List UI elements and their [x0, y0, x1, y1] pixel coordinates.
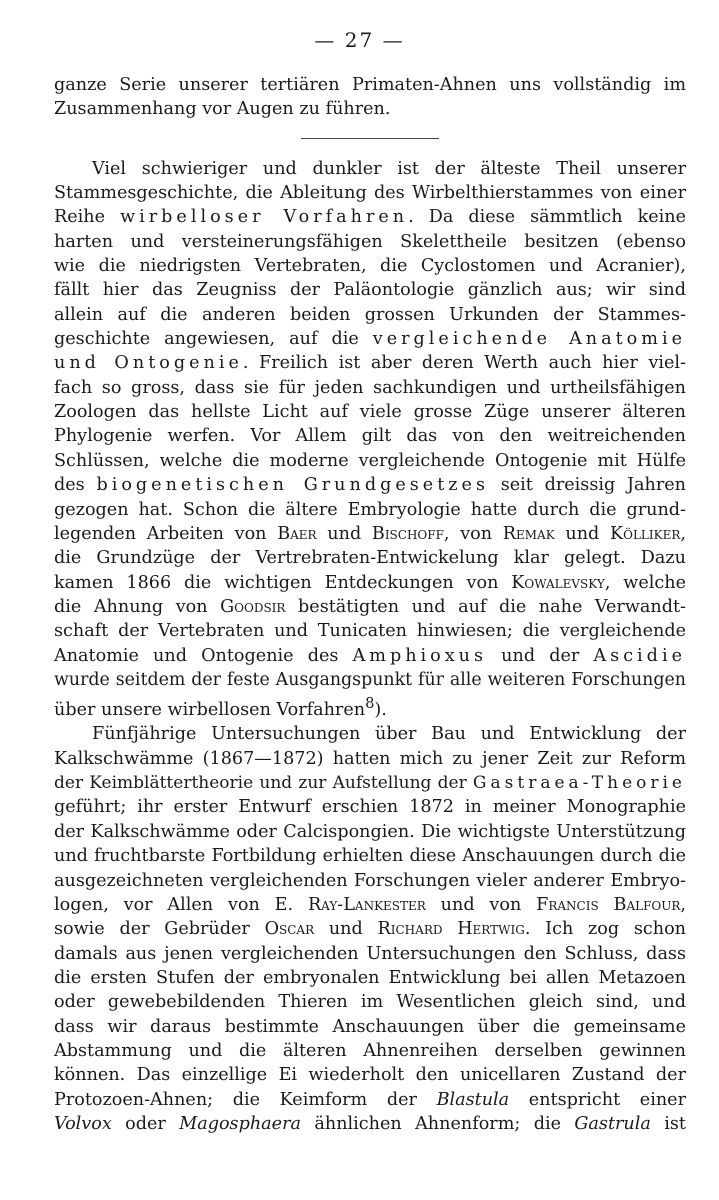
- text-line: geschichte angewiesen, auf die vergleichende Anatomie: [54, 329, 686, 350]
- author-name: Bischoff: [371, 523, 444, 544]
- text-line: des biogenetischen Grundgesetzes seit dreissig Jahren: [54, 475, 686, 496]
- author-name: Remak: [502, 523, 555, 544]
- author-name: Oscar: [264, 919, 315, 940]
- text-line: damals aus jenen vergleichenden Untersuchungen den Schluss, dass: [54, 943, 686, 964]
- author-name: Richard Hertwig: [377, 919, 525, 940]
- spaced-emphasis: Amphioxus: [352, 645, 488, 666]
- spaced-emphasis: biogenetischen Grundgesetzes: [96, 475, 489, 496]
- text-line: Kalkschwämme (1867—1872) hatten mich zu jener Zeit zur Reform: [54, 748, 686, 769]
- text-line: gezogen hat. Schon die ältere Embryologie hatte durch die grund-: [54, 499, 686, 520]
- text-line: und Ontogenie. Freilich ist aber deren Werth auch hier viel-: [54, 353, 687, 374]
- text-line: Reihe wirbelloser Vorfahren. Da diese sämmtlich keine: [54, 207, 687, 228]
- paragraph: [54, 73, 686, 122]
- spaced-emphasis: wirbelloser Vorfahren: [120, 207, 409, 228]
- text-line: wie die niedrigsten Vertebraten, die Cyclostomen und Acranier),: [54, 256, 686, 277]
- text-line: die Ahnung von Goodsir bestätigten und auf die nahe Verwandt-: [54, 596, 686, 617]
- text-line: Zusammenhang vor Augen zu führen.: [54, 99, 391, 120]
- text-line: fach so gross, dass sie für jeden sachkundigen und urtheilsfähigen: [54, 377, 686, 398]
- text-line: oder gewebebildenden Thieren im Wesentlichen gleich sind, und: [54, 992, 686, 1013]
- author-name: Francis Balfour: [536, 894, 681, 915]
- spaced-emphasis: Gastraea-Theorie: [472, 773, 686, 794]
- taxon-name: Blastula: [436, 1089, 510, 1110]
- spaced-emphasis: Ascidie: [593, 645, 686, 666]
- taxon-name: Magosphaera: [179, 1113, 301, 1134]
- text-line: ausgezeichneten vergleichenden Forschungen vieler anderer Embryo-: [54, 870, 686, 891]
- text-line: logen, vor Allen von E. Ray-Lankester und von Francis Balfour,: [54, 894, 686, 915]
- author-name: Kowalevsky: [511, 572, 605, 593]
- text-line: Phylogenie werfen. Vor Allem gilt das von den weitreichenden: [54, 426, 686, 447]
- text-line: fällt hier das Zeugniss der Paläontologie gänzlich aus; wir sind: [54, 280, 686, 301]
- taxon-name: Gastrula: [574, 1113, 651, 1134]
- text-line: über unsere wirbellosen Vorfahren$^8$).: [54, 695, 387, 721]
- text-line: Stammesgeschichte, die Ableitung des Wirbelthierstammes von einer: [54, 183, 686, 204]
- text-line: die Grundzüge der Vertrebraten-Entwickelung klar gelegt. Dazu: [54, 548, 686, 569]
- text-line: sowie der Gebrüder Oscar und Richard Hertwig. Ich zog schon: [54, 919, 687, 940]
- text-line: Schlüssen, welche die moderne vergleichende Ontogenie mit Hülfe: [54, 450, 686, 471]
- section-divider: [301, 138, 439, 139]
- text-line: ganze Serie unserer tertiären Primaten-Ahnen uns vollständig im: [54, 75, 686, 95]
- text-line: dass wir daraus bestimmte Anschauungen über die gemeinsame: [54, 1016, 686, 1037]
- text-line: harten und versteinerungsfähigen Skelettheile besitzen (ebenso: [54, 231, 686, 252]
- text-line: wurde seitdem der feste Ausgangspunkt für alle weiteren Forschungen: [54, 669, 686, 690]
- paragraph: [54, 722, 686, 1136]
- text-line: können. Das einzellige Ei wiederholt den unicellaren Zustand der: [54, 1065, 686, 1086]
- author-name: Goodsir: [220, 596, 286, 617]
- spaced-emphasis: vergleichende Anatomie: [372, 329, 686, 350]
- text-line: Protozoen-Ahnen; die Keimform der Blastula entspricht einer: [54, 1089, 686, 1110]
- text-line: der Kalkschwämme oder Calcispongien. Die wichtigste Unterstützung: [54, 821, 686, 842]
- text-line: Anatomie und Ontogenie des Amphioxus und der Ascidie: [54, 645, 686, 666]
- text-line: die ersten Stufen der embryonalen Entwicklung bei allen Metazoen: [54, 967, 686, 988]
- page-number: — 27 —: [314, 28, 405, 52]
- text-line: schaft der Vertebraten und Tunicaten hinwiesen; die vergleichende: [54, 621, 686, 642]
- text-line: Viel schwieriger und dunkler ist der älteste Theil unserer: [92, 158, 686, 179]
- paragraph: [54, 157, 686, 723]
- text-line: der Keimblättertheorie und zur Aufstellung der Gastraea-Theorie: [54, 773, 686, 794]
- author-name: Ray-Lankester: [307, 894, 426, 915]
- author-name: Baer: [277, 523, 317, 544]
- text-line: Volvox oder Magosphaera ähnlichen Ahnenform; die Gastrula ist: [54, 1113, 686, 1134]
- text-line: Fünfjährige Untersuchungen über Bau und Entwicklung der: [92, 724, 686, 745]
- text-line: Zoologen das hellste Licht auf viele grosse Züge unserer älteren: [54, 402, 686, 423]
- taxon-name: Volvox: [54, 1113, 112, 1134]
- text-line: allein auf die anderen beiden grossen Urkunden der Stammes-: [54, 304, 686, 325]
- text-line: legenden Arbeiten von Baer und Bischoff, von Remak und Kölliker,: [54, 523, 686, 544]
- text-line: Abstammung und die älteren Ahnenreihen derselben gewinnen: [54, 1040, 686, 1061]
- text-line: kamen 1866 die wichtigen Entdeckungen von Kowalevsky, welche: [54, 572, 686, 593]
- author-name: Kölliker: [609, 523, 681, 544]
- text-line: geführt; ihr erster Entwurf erschien 1872 in meiner Monographie: [54, 797, 686, 818]
- body-text: [54, 73, 686, 1136]
- spaced-emphasis: und Ontogenie: [54, 353, 243, 374]
- footnote-marker: 8: [365, 695, 375, 713]
- text-line: und fruchtbarste Fortbildung erhielten diese Anschauungen durch die: [54, 846, 686, 867]
